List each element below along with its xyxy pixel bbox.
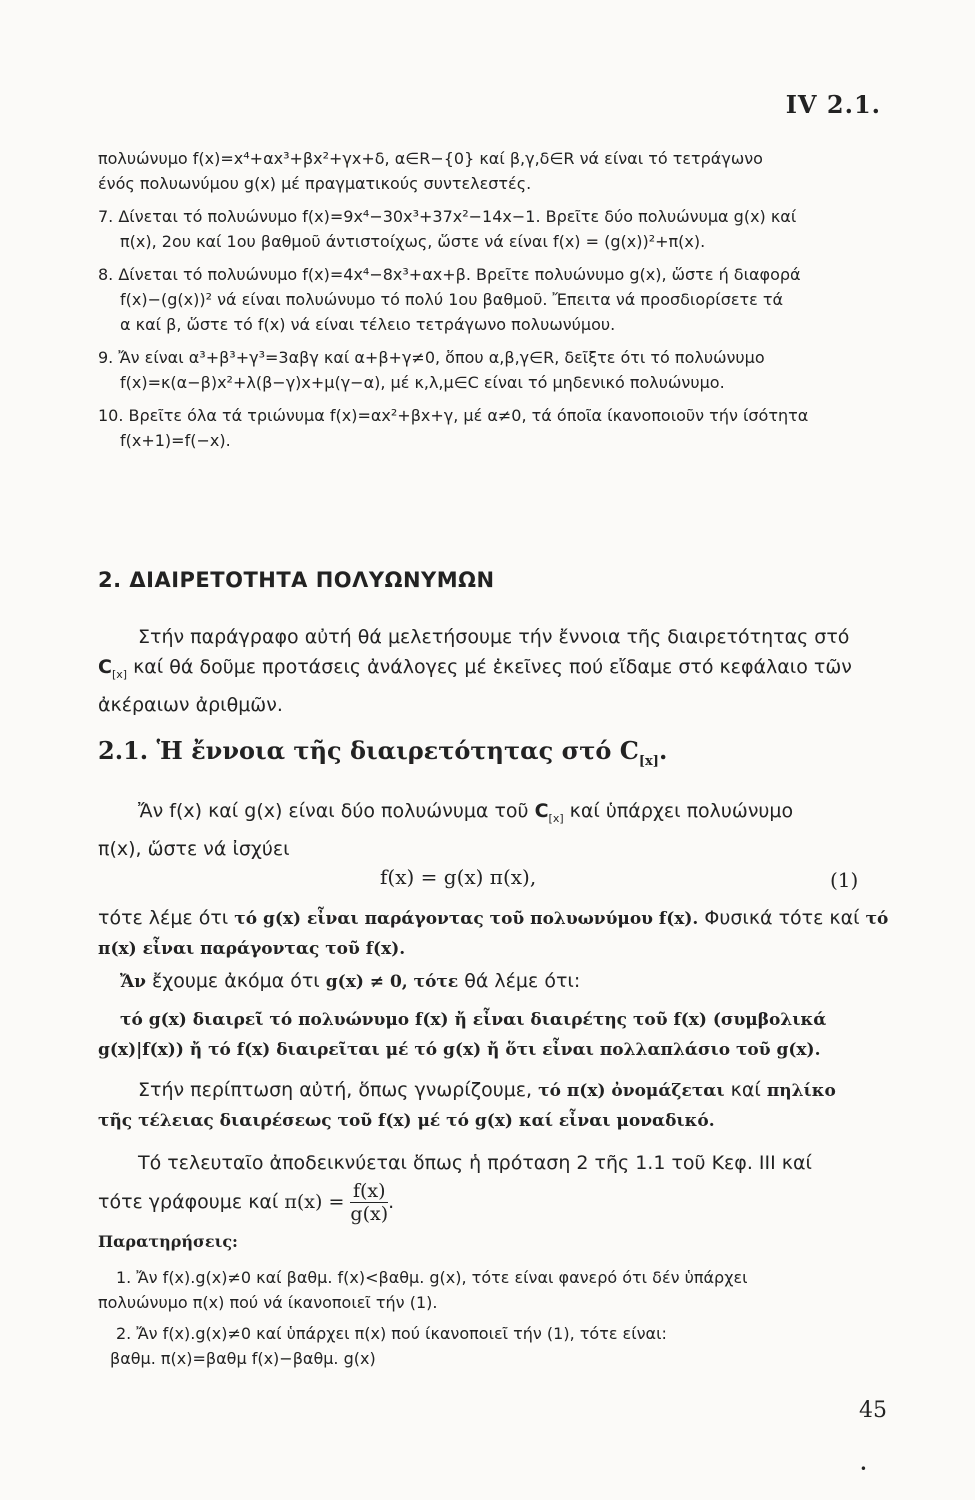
exercise-list bbox=[98, 146, 898, 453]
definition-text: Φυσικά τότε καί bbox=[698, 907, 866, 929]
exercise-8-line: f(x)−(g(x))² νά είναι πολυώνυμο τό πολύ 1ου βαθμοῦ. Ἔπειτα νά προσδιορίσετε τά bbox=[120, 290, 784, 309]
definition-text: τότε γράφουμε καί bbox=[98, 1191, 285, 1213]
definition-line: τό g(x) διαιρεῖ τό πολυώνυμο f(x) ἤ εἶναι διαιρέτης τοῦ f(x) (συμβολικά bbox=[120, 1010, 827, 1030]
subsection-title bbox=[98, 736, 667, 769]
set-subscript: [x] bbox=[111, 667, 128, 681]
subsection-title-subscript: [x] bbox=[638, 753, 659, 769]
definition-text: θά λέμε ότι: bbox=[458, 970, 581, 992]
intro-line bbox=[98, 652, 898, 690]
exercise-10-line: 10. Βρεῖτε όλα τά τριώνυμα f(x)=αx²+βx+γ, μέ α≠0, τά όποῖα ίκανοποιοῦν τήν ίσότητα bbox=[98, 406, 809, 425]
exercise-9-line: 9. Ἄν είναι α³+β³+γ³=3αβγ καί α+β+γ≠0, ὅπου α,β,γ∈R, δεῖξτε ότι τό πολυώνυμο bbox=[98, 348, 765, 367]
definition-text: . bbox=[388, 1191, 395, 1213]
quotient-fraction bbox=[350, 1180, 388, 1225]
definition-opening bbox=[98, 796, 898, 864]
definition-text: ἔχουμε ἀκόμα ότι bbox=[145, 970, 326, 992]
intro-line: Στήν παράγραφο αὐτή θά μελετήσουμε τήν ἔννοια τῆς διαιρετότητας στό bbox=[138, 626, 850, 648]
observation-2-line: 2. Ἄν f(x).g(x)≠0 καί ὑπάρχει π(x) πού ίκανοποιεῖ τήν (1), τότε είναι: bbox=[116, 1324, 667, 1343]
observations-list bbox=[98, 1265, 898, 1371]
equation-number: (1) bbox=[830, 868, 859, 892]
page-number: 45 bbox=[859, 1398, 887, 1423]
definition-line: Τό τελευταῖο ἀποδεικνύεται ὅπως ἡ πρόταση 2 τῆς 1.1 τοῦ Κεφ. III καί bbox=[138, 1152, 812, 1174]
definition-line: π(x), ὥστε νά ἰσχύει bbox=[98, 837, 290, 860]
definition-bold-text: τό π(x) ὀνομάζεται bbox=[538, 1081, 725, 1101]
intro-paragraph bbox=[98, 622, 898, 720]
exercise-7-line: π(x), 2ου καί 1ου βαθμοῦ άντιστοίχως, ὥστε νά είναι f(x) = (g(x))²+π(x). bbox=[120, 232, 706, 251]
subsection-title-dot: . bbox=[658, 736, 668, 765]
observation-1-line: πολυώνυμο π(x) πού νά ίκανοποιεῖ τήν (1). bbox=[98, 1293, 438, 1312]
observation-1-line: 1. Ἄν f(x).g(x)≠0 καί βαθμ. f(x)<βαθμ. g(x), τότε είναι φανερό ότι δέν ὑπάρχει bbox=[116, 1268, 748, 1287]
exercise-10-line: f(x+1)=f(−x). bbox=[120, 431, 231, 450]
definition-bold-text: Ἄν bbox=[120, 972, 146, 992]
exercise-line: πολυώνυμο f(x)=x⁴+αx³+βx²+γx+δ, α∈R−{0} καί β,γ,δ∈R νά είναι τό τετράγωνο bbox=[98, 149, 763, 168]
observations-title: Παρατηρήσεις: bbox=[98, 1232, 238, 1251]
print-mark: • bbox=[859, 1462, 867, 1476]
subsection-title-text: 2.1. Ἡ ἔννοια τῆς διαιρετότητας στό C bbox=[98, 736, 639, 765]
exercise-9-line: f(x)=κ(α−β)x²+λ(β−γ)x+μ(γ−α), μέ κ,λ,μ∈C είναι τό μηδενικό πολυώνυμο. bbox=[120, 373, 725, 392]
definition-line bbox=[98, 903, 898, 934]
observation-2-line: βαθμ. π(x)=βαθμ f(x)−βαθμ. g(x) bbox=[110, 1349, 376, 1368]
definition-text: καί ὑπάρχει πολυώνυμο bbox=[563, 800, 794, 822]
definition-line bbox=[98, 1075, 898, 1106]
definition-bold-text: τό bbox=[865, 909, 889, 929]
definition-line bbox=[98, 796, 898, 834]
equation-1: f(x) = g(x) π(x), bbox=[380, 865, 537, 889]
exercise-8-line: 8. Δίνεται τό πολυώνυμο f(x)=4x⁴−8x³+αx+β. Βρεῖτε πολυώνυμο g(x), ὥστε ή διαφορά bbox=[98, 265, 801, 284]
definition-line: τῆς τέλειας διαιρέσεως τοῦ f(x) μέ τό g(x) καί εἶναι μοναδικό. bbox=[98, 1111, 715, 1131]
exercise-line: ένός πολυωνύμου g(x) μέ πραγματικούς συντελεστές. bbox=[98, 174, 532, 193]
definition-bold-text: g(x) ≠ 0, τότε bbox=[325, 972, 459, 992]
chapter-section-reference: IV 2.1. bbox=[785, 90, 881, 119]
definition-line bbox=[98, 1180, 898, 1225]
intro-line: ἀκέραιων ἀριθμῶν. bbox=[98, 693, 283, 716]
exercise-7-line: 7. Δίνεται τό πολυώνυμο f(x)=9x⁴−30x³+37x²−14x−1. Βρεῖτε δύο πολυώνυμα g(x) καί bbox=[98, 207, 797, 226]
definition-text: Στήν περίπτωση αὐτή, ὅπως γνωρίζουμε, bbox=[138, 1079, 539, 1101]
exercise-8-line: α καί β, ὥστε τό f(x) νά είναι τέλειο τετράγωνο πολυωνύμου. bbox=[120, 315, 616, 334]
definition-line bbox=[98, 966, 898, 997]
set-subscript: [x] bbox=[548, 811, 564, 825]
definition-line: g(x)|f(x)) ἤ τό f(x) διαιρεῖται μέ τό g(x) ἤ ὅτι εἶναι πολλαπλάσιο τοῦ g(x). bbox=[98, 1040, 821, 1060]
definition-text: τότε λέμε ότι bbox=[98, 907, 235, 929]
intro-text: καί θά δοῦμε προτάσεις ἀνάλογες μέ ἐκεῖνες πού εἴδαμε στό κεφάλαιο τῶν bbox=[127, 656, 852, 678]
complex-set-symbol: C bbox=[534, 800, 549, 822]
definition-bold-text: πηλίκο bbox=[766, 1081, 836, 1101]
definition-bold-text: τό g(x) εἶναι παράγοντας τοῦ πολυωνύμου f(x). bbox=[234, 909, 699, 929]
fraction-numerator: f(x) bbox=[350, 1180, 388, 1203]
quotient-formula-text: π(x) = bbox=[284, 1191, 351, 1213]
definition-text: Ἄν f(x) καί g(x) είναι δύο πολυώνυμα τοῦ bbox=[138, 800, 535, 822]
definition-text: καί bbox=[724, 1079, 767, 1101]
fraction-denominator: g(x) bbox=[350, 1203, 389, 1225]
definition-line: π(x) εἶναι παράγοντας τοῦ f(x). bbox=[98, 939, 406, 959]
complex-set-symbol: C bbox=[98, 656, 112, 678]
definition-body bbox=[98, 903, 898, 1225]
section-title: 2. ΔΙΑΙΡΕΤΟΤΗΤΑ ΠΟΛΥΩΝΥΜΩΝ bbox=[98, 568, 495, 592]
